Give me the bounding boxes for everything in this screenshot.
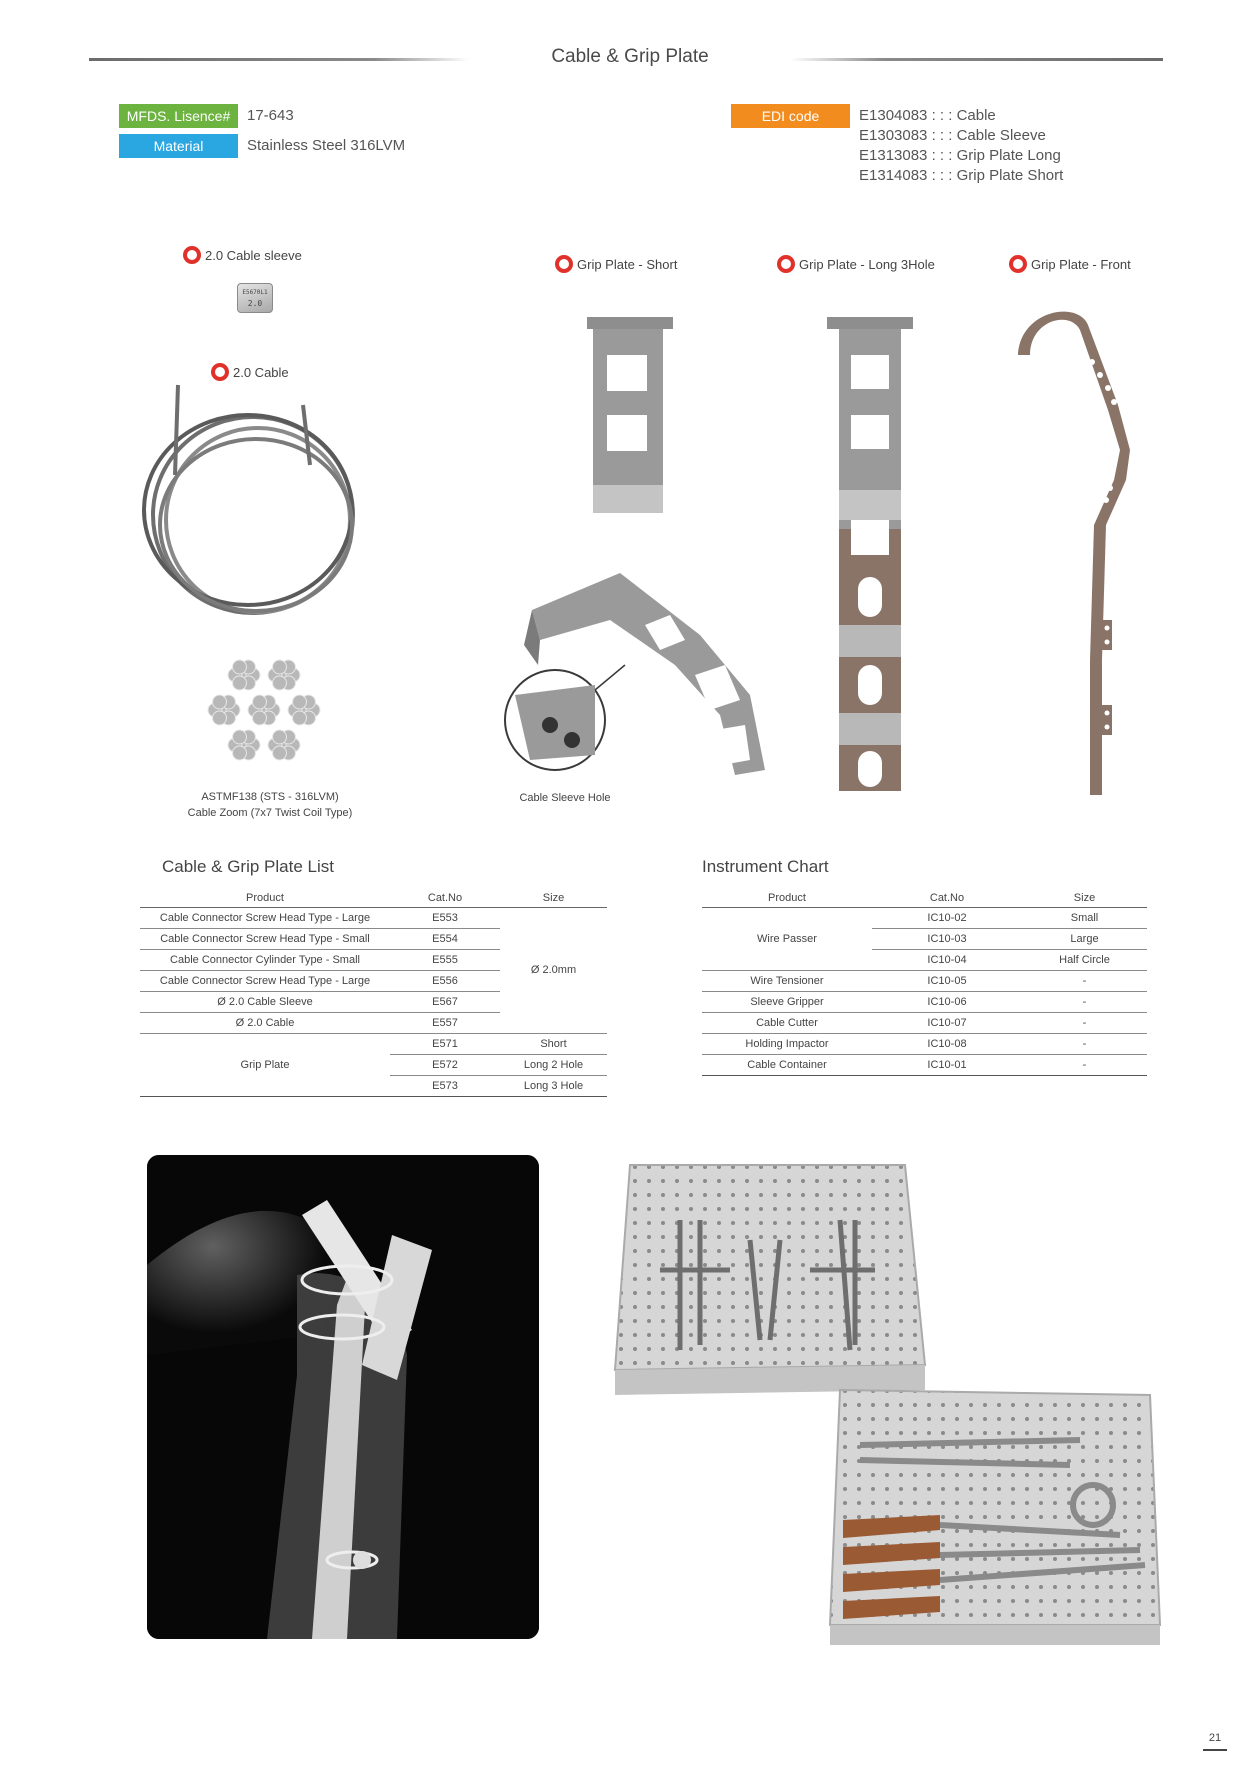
list-table-title: Cable & Grip Plate List xyxy=(162,857,334,876)
cell-size: Long 2 Hole xyxy=(500,1054,607,1075)
grip-plate-front-image xyxy=(1010,310,1140,800)
cell-cat-no: E554 xyxy=(390,928,500,949)
bullet-ring-icon xyxy=(777,255,795,273)
cell-cat-no: E556 xyxy=(390,970,500,991)
cell-cat-no: E555 xyxy=(390,949,500,970)
edi-code: E1313083 : : : Grip Plate Long xyxy=(859,147,1061,164)
cell-cat-no: IC10-07 xyxy=(872,1012,1022,1033)
cell-cat-no: E553 xyxy=(390,907,500,928)
label-grip-long xyxy=(777,255,935,273)
grip-plate-curved-image xyxy=(500,565,780,790)
cell-cat-no: E567 xyxy=(390,991,500,1012)
cell-product: Cable Container xyxy=(702,1054,872,1075)
column-header: Cat.No xyxy=(872,889,1022,907)
instrument-trays-image xyxy=(600,1160,1180,1645)
cell-product: Wire Passer xyxy=(702,907,872,970)
cell-cat-no: IC10-06 xyxy=(872,991,1022,1012)
cell-size: Small xyxy=(1022,907,1147,928)
page-number: 21 xyxy=(1208,1732,1222,1744)
cell-cat-no: IC10-01 xyxy=(872,1054,1022,1075)
table-row xyxy=(702,1033,1147,1054)
material-badge: Material xyxy=(119,134,238,158)
header-rule-right xyxy=(790,58,1163,61)
cell-product: Cable Cutter xyxy=(702,1012,872,1033)
label-text: Grip Plate - Front xyxy=(1031,256,1131,272)
cell-cat-no: E557 xyxy=(390,1012,500,1033)
cell-product: Grip Plate xyxy=(140,1033,390,1096)
cell-product: Wire Tensioner xyxy=(702,970,872,991)
sleeve-hole-caption: Cable Sleeve Hole xyxy=(519,792,611,804)
table-row xyxy=(702,907,1147,928)
grip-plate-long-image xyxy=(825,315,915,795)
cell-cat-no: IC10-05 xyxy=(872,970,1022,991)
edi-code: E1304083 : : : Cable xyxy=(859,107,996,124)
table-row xyxy=(702,970,1147,991)
label-grip-front xyxy=(1009,255,1131,273)
grip-plate-short-image xyxy=(585,315,675,520)
label-text: Grip Plate - Long 3Hole xyxy=(799,256,935,272)
table-header-row xyxy=(702,889,1147,907)
cable-sleeve-image: E5670L1 2.0 xyxy=(237,283,273,313)
cable-cross-section-image xyxy=(204,655,329,765)
cell-size: - xyxy=(1022,1054,1147,1075)
cell-size: - xyxy=(1022,1012,1147,1033)
table-row xyxy=(702,1012,1147,1033)
column-header: Product xyxy=(140,889,390,907)
license-value: 17-643 xyxy=(247,107,294,124)
label-text: 2.0 Cable xyxy=(233,364,289,380)
cell-size: Half Circle xyxy=(1022,949,1147,970)
column-header: Size xyxy=(500,889,607,907)
bullet-ring-icon xyxy=(1009,255,1027,273)
cell-product: Holding Impactor xyxy=(702,1033,872,1054)
cell-product: Cable Connector Screw Head Type - Large xyxy=(140,907,390,928)
cell-cat-no: IC10-08 xyxy=(872,1033,1022,1054)
label-text: 2.0 Cable sleeve xyxy=(205,247,302,263)
page-number-underline xyxy=(1203,1749,1227,1751)
cell-size: - xyxy=(1022,991,1147,1012)
column-header: Cat.No xyxy=(390,889,500,907)
xray-image xyxy=(147,1155,539,1639)
column-header: Size xyxy=(1022,889,1147,907)
edi-code: E1314083 : : : Grip Plate Short xyxy=(859,167,1064,184)
cell-size: - xyxy=(1022,970,1147,991)
license-badge: MFDS. Lisence# xyxy=(119,104,238,128)
cell-product: Cable Connector Screw Head Type - Small xyxy=(140,928,390,949)
cable-coil-image xyxy=(140,375,375,630)
cable-grip-plate-table xyxy=(140,889,607,1097)
table-header-row xyxy=(140,889,607,907)
label-cable-sleeve xyxy=(183,246,302,264)
instrument-chart-table xyxy=(702,889,1147,1076)
edi-badge: EDI code xyxy=(731,104,850,128)
cell-size: Short xyxy=(500,1033,607,1054)
header-rule-left xyxy=(89,58,469,61)
bullet-ring-icon xyxy=(555,255,573,273)
cell-size: Large xyxy=(1022,928,1147,949)
table-row xyxy=(702,1054,1147,1075)
page-title: Cable & Grip Plate xyxy=(551,46,709,67)
cell-cat-no: E571 xyxy=(390,1033,500,1054)
caption-line: ASTMF138 (STS - 316LVM) xyxy=(201,791,339,803)
table-row xyxy=(702,991,1147,1012)
cell-product: Cable Connector Screw Head Type - Large xyxy=(140,970,390,991)
cell-cat-no: IC10-03 xyxy=(872,928,1022,949)
edi-code-list xyxy=(859,106,1063,186)
cable-caption xyxy=(150,789,390,821)
cell-cat-no: IC10-02 xyxy=(872,907,1022,928)
cell-product: Ø 2.0 Cable xyxy=(140,1012,390,1033)
cell-cat-no: IC10-04 xyxy=(872,949,1022,970)
bullet-ring-icon xyxy=(183,246,201,264)
cell-size: - xyxy=(1022,1033,1147,1054)
cell-cat-no: E573 xyxy=(390,1075,500,1096)
instrument-table-title: Instrument Chart xyxy=(702,857,829,876)
cell-size: Ø 2.0mm xyxy=(500,907,607,1033)
table-row xyxy=(140,907,607,928)
label-text: Grip Plate - Short xyxy=(577,256,678,272)
material-value: Stainless Steel 316LVM xyxy=(247,137,406,154)
cell-product: Ø 2.0 Cable Sleeve xyxy=(140,991,390,1012)
edi-code: E1303083 : : : Cable Sleeve xyxy=(859,127,1046,144)
column-header: Product xyxy=(702,889,872,907)
label-grip-short xyxy=(555,255,677,273)
cell-product: Cable Connector Cylinder Type - Small xyxy=(140,949,390,970)
cell-cat-no: E572 xyxy=(390,1054,500,1075)
cell-product: Sleeve Gripper xyxy=(702,991,872,1012)
cell-size: Long 3 Hole xyxy=(500,1075,607,1096)
table-row xyxy=(140,1033,607,1054)
caption-line: Cable Zoom (7x7 Twist Coil Type) xyxy=(187,807,353,819)
